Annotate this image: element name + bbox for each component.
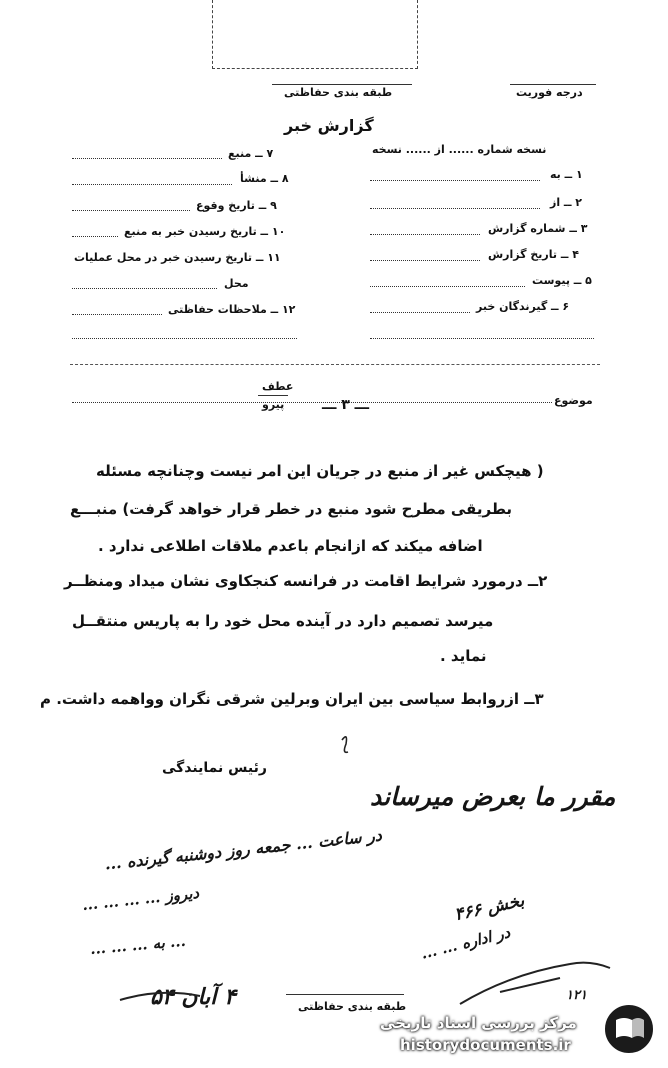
report-title: گزارش خبر — [284, 116, 374, 135]
handwritten-date: ۴ آبان ۵۴ — [150, 984, 236, 1010]
field-date-to-ops: ۱۱ ــ تاریخ رسیدن خبر در محل عملیات — [74, 251, 281, 264]
signature-stroke-1 — [120, 993, 200, 1000]
classification-bottom-label: طبقه بندی حفاظتی — [298, 1000, 407, 1013]
field-protection-notes: ۱۲ ــ ملاحظات حفاظتی — [168, 303, 296, 316]
handwritten-ref-number: ۱۲۱ — [566, 988, 587, 1003]
handwritten-right-2: در اداره ... ... — [419, 923, 512, 963]
handwritten-note-2: دیروز ... ... ... ... — [81, 883, 200, 915]
ref-bottom-label: پیرو — [262, 398, 285, 411]
urgency-label: درجه فوریت — [516, 86, 583, 99]
watermark-en: historydocuments.ir — [400, 1036, 571, 1054]
field-date-to-source: ۱۰ ــ تاریخ رسیدن خبر به منبع — [124, 225, 286, 238]
body-line-5: میرسد تصمیم دارد در آینده محل خود را به پاریس منتقــل — [72, 612, 494, 630]
body-line-7: ۳ــ ازروابط سیاسی بین ایران وبرلین شرقی نگران وواهمه داشت. م — [40, 690, 544, 708]
field-origin: ۸ ــ منشأ — [240, 172, 289, 185]
ref-top-label: عطف — [262, 380, 294, 393]
field-occurrence-date: ۹ ــ تاریخ وقوع — [196, 199, 277, 212]
archive-logo-icon — [602, 1002, 656, 1056]
field-from: ۲ ــ از — [550, 196, 583, 209]
body-line-4: ۲ــ درمورد شرایط اقامت در فرانسه کنجکاوی نشان میداد ومنظــر — [64, 572, 548, 590]
body-line-1: ( هیچکس غیر از منبع در جریان این امر نیست وچنانچه مسئله — [96, 462, 544, 480]
watermark-fa: مرکز بررسی اسناد تاریخی — [380, 1014, 577, 1032]
body-line-6: نماید . — [440, 647, 487, 665]
signature-title: رئیس نمایندگی — [162, 760, 267, 776]
page-number: ـــ ۳ ـــ — [322, 397, 370, 413]
body-line-2: بطریقی مطرح شود منبع در خطر قرار خواهد گرفت) منبـــع — [70, 500, 513, 518]
handwritten-right-1: بخش ۴۶۶ — [452, 890, 527, 926]
field-source: ۷ ــ منبع — [228, 147, 274, 160]
field-report-number: ۳ ــ شماره گزارش — [488, 222, 588, 235]
footer-underline — [286, 994, 404, 995]
field-recipients: ۶ ــ گیرندگان خبر — [476, 300, 570, 313]
body-line-3: اضافه میکند که ازانجام باعدم ملاقات اطلاعی ندارد . — [98, 537, 483, 555]
handwritten-sig-line: مقرر ما بعرض میرساند — [370, 782, 616, 811]
field-to: ۱ ــ به — [550, 168, 583, 181]
field-copy-number: نسخه شماره ...... از ...... نسخه — [372, 143, 547, 156]
field-report-date: ۴ ــ تاریخ گزارش — [488, 248, 579, 261]
field-attachment: ۵ ــ پیوست — [532, 274, 592, 287]
handwritten-note-1: در ساعت ... جمعه روز دوشنبه گیرنده ... — [103, 825, 383, 874]
subject-label: موضوع — [554, 394, 593, 407]
scribble-mark — [342, 737, 348, 753]
handwritten-note-3: ... به ... ... ... — [89, 931, 187, 959]
field-location: محل — [224, 277, 249, 290]
classification-top-label: طبقه بندی حفاظتی — [284, 86, 393, 99]
